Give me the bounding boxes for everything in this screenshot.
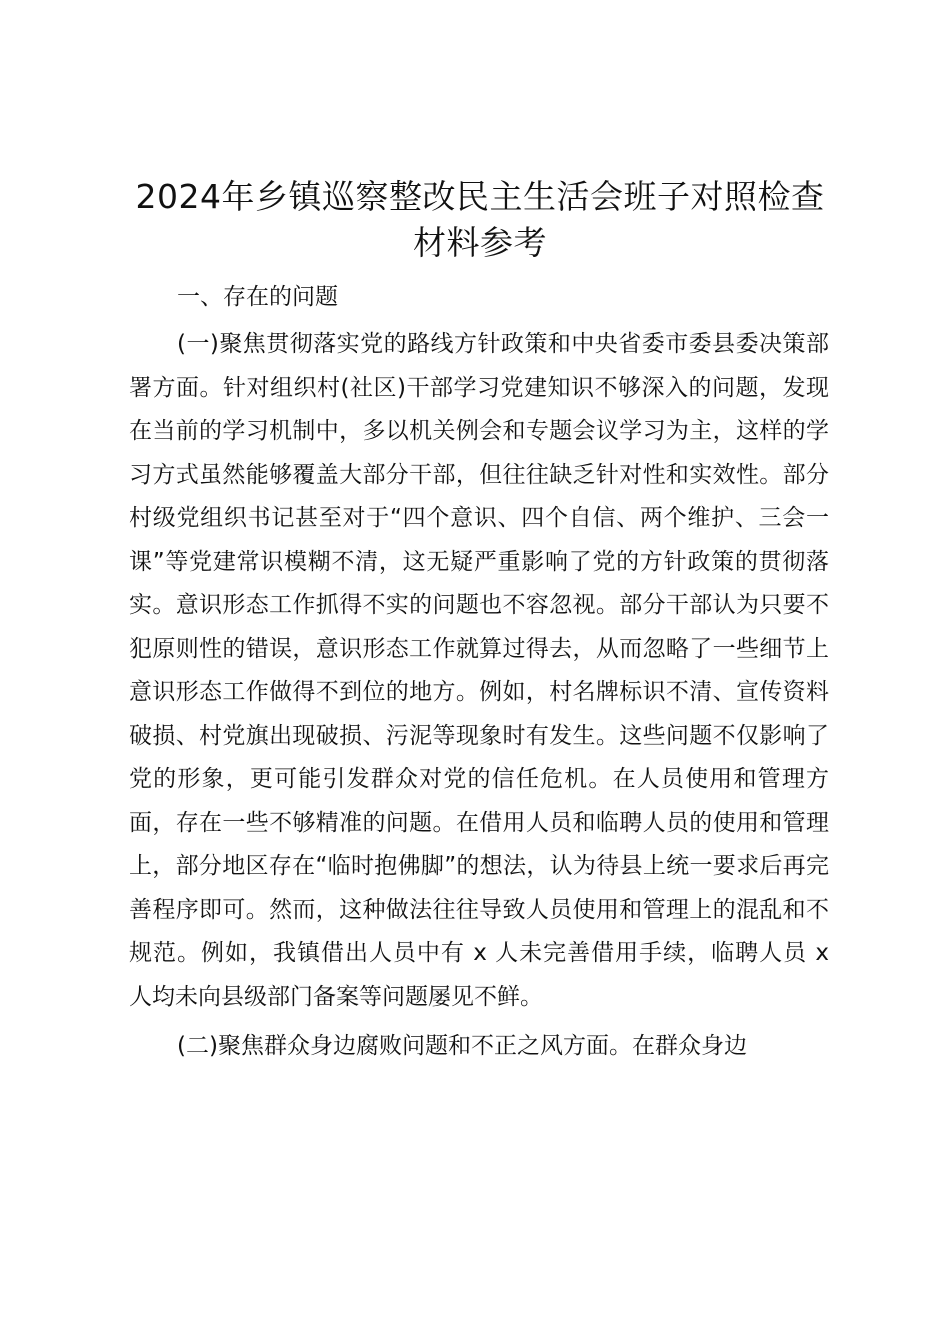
paragraph-1: (一)聚焦贯彻落实党的路线方针政策和中央省委市委县委决策部署方面。针对组织村(社区)干部学习党建知识不够深入的问题，发现在当前的学习机制中，多以机关例会和专题会议学习为主，这样的学习方式虽然能够覆盖大部分干部，但往往缺乏针对性和实效性。部分村级党组织书记甚至对于“四个意识、四个自信、两个维护、三会一课”等党建常识模糊不清，这无疑严重影响了党的方针政策的贯彻落实。意识形态工作抓得不实的问题也不容忽视。部分干部认为只要不犯原则性的错误，意识形态工作就算过得去，从而忽略了一些细节上意识形态工作做得不到位的地方。例如，村名牌标识不清、宣传资料破损、村党旗出现破损、污泥等现象时有发生。这些问题不仅影响了党的形象，更可能引发群众对党的信任危机。在人员使用和管理方面，存在一些不够精准的问题。在借用人员和临聘人员的使用和管理上，部分地区存在“临时抱佛脚”的想法，认为待县上统一要求后再完善程序即可。然而，这种做法往往导致人员使用和管理上的混乱和不规范。例如，我镇借出人员中有 x 人未完善借用手续，临聘人员 x 人均未向县级部门备案等问题屡见不鲜。: [129, 331, 829, 1010]
section-heading: 一、存在的问题: [177, 284, 338, 310]
document-body: [129, 280, 829, 1069]
document-title: 2024年乡镇巡察整改民主生活会班子对照检查材料参考: [135, 177, 825, 262]
paragraph-2: (二)聚焦群众身边腐败问题和不正之风方面。在群众身边: [177, 1033, 747, 1059]
